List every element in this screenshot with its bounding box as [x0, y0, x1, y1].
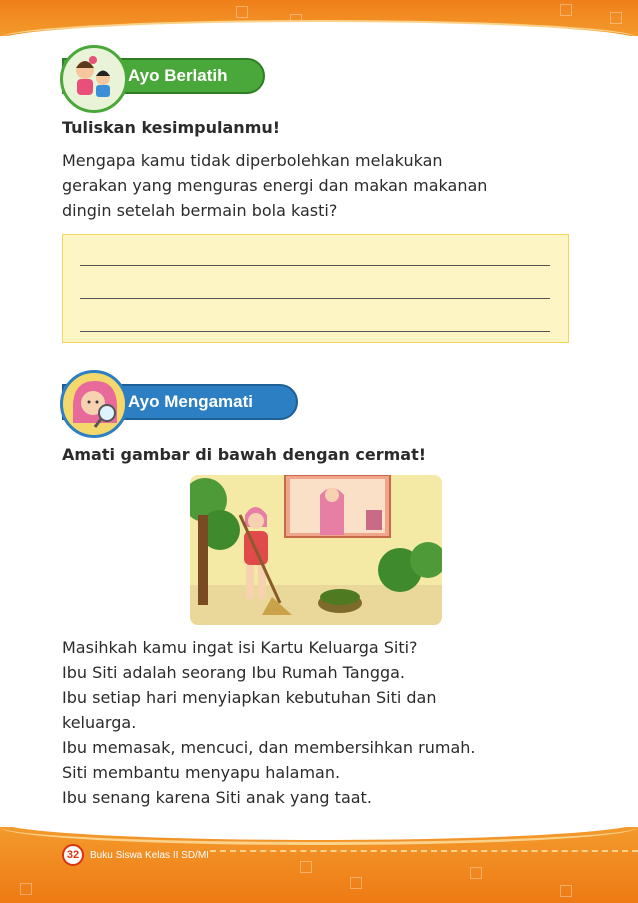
answer-line[interactable] [80, 265, 550, 266]
paragraph-line-2: Ibu Siti adalah seorang Ibu Rumah Tangga. [62, 663, 406, 682]
children-icon [60, 45, 128, 113]
berlatih-question-line-3: dingin setelah bermain bola kasti? [62, 201, 338, 220]
answer-box[interactable] [62, 234, 569, 343]
paragraph-line-1: Masihkah kamu ingat isi Kartu Keluarga Siti? [62, 638, 418, 657]
berlatih-question-line-2: gerakan yang menguras energi dan makan makanan [62, 176, 488, 195]
paragraph-line-3: Ibu setiap hari menyiapkan kebutuhan Siti dan [62, 688, 437, 707]
paragraph-line-4: keluarga. [62, 713, 137, 732]
paragraph-line-6: Siti membantu menyapu halaman. [62, 763, 341, 782]
paragraph-line-5: Ibu memasak, mencuci, dan membersihkan rumah. [62, 738, 476, 757]
answer-line[interactable] [80, 298, 550, 299]
berlatih-instruction: Tuliskan kesimpulanmu! [62, 118, 281, 137]
book-title: Buku Siswa Kelas II SD/MI [90, 849, 209, 861]
ayo-mengamati-label: Ayo Mengamati [128, 392, 254, 411]
siti-sweeping-illustration [190, 475, 442, 625]
berlatih-question-line-1: Mengapa kamu tidak diperbolehkan melakukan [62, 151, 443, 170]
footer-dashed-line [210, 850, 638, 852]
magnifier-girl-icon [60, 370, 128, 438]
ayo-berlatih-label: Ayo Berlatih [128, 66, 228, 85]
answer-line[interactable] [80, 331, 550, 332]
page-footer [62, 845, 209, 865]
mengamati-instruction: Amati gambar di bawah dengan cermat! [62, 445, 427, 464]
paragraph-line-7: Ibu senang karena Siti anak yang taat. [62, 788, 372, 807]
page-number: 32 [62, 844, 84, 866]
